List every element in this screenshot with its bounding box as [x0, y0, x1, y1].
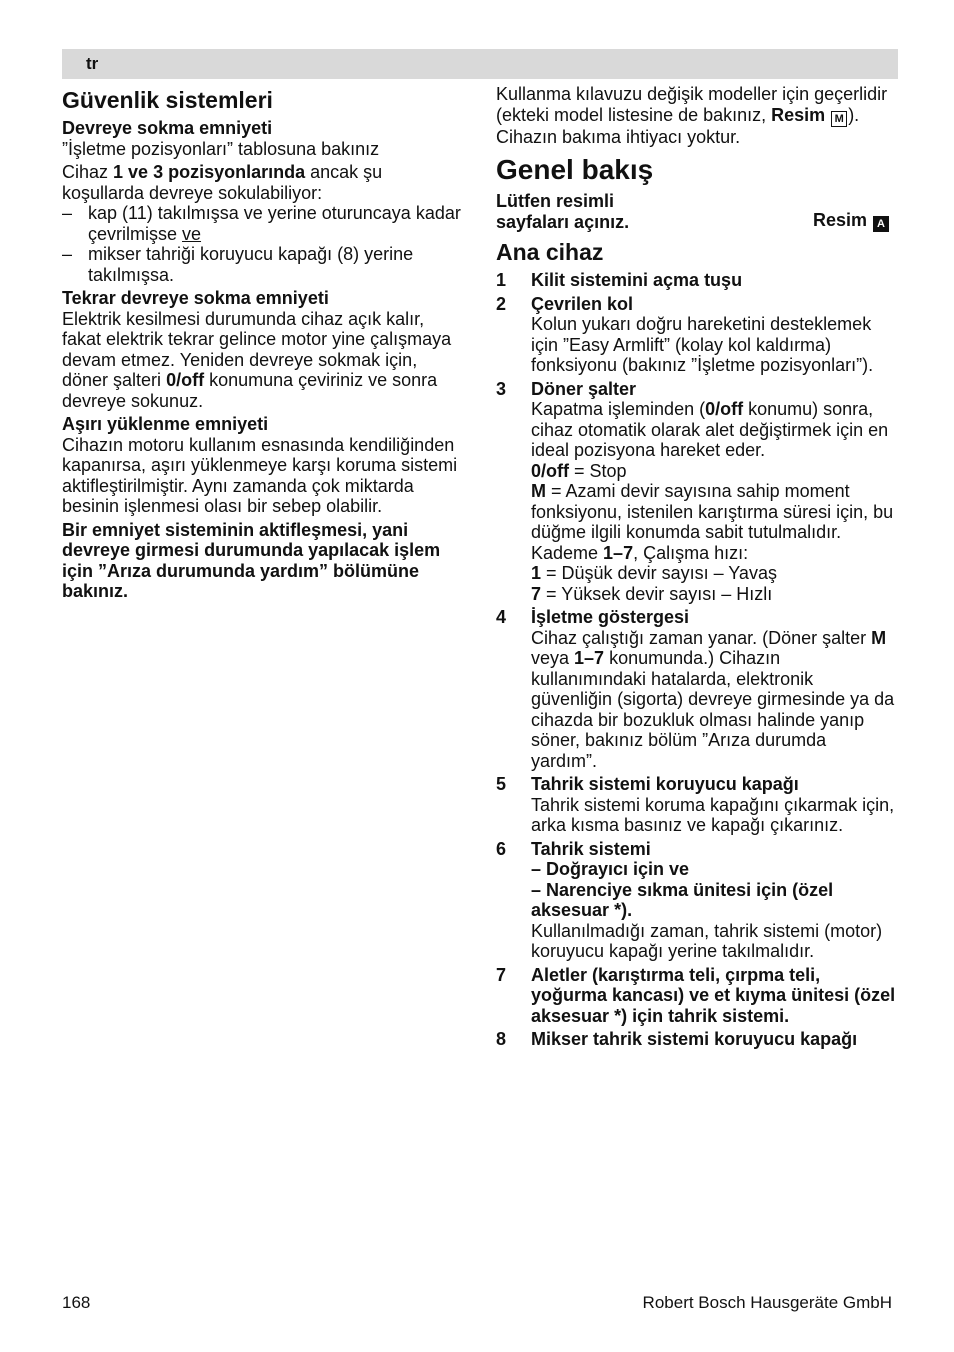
- paragraph-overload: Cihazın motoru kullanım esnasında kendiliğinden kapanırsa, aşırı yüklenmeye karşı koruma sistemi aktifleştirilmiştir. Aynı zamanda çok miktarda besinin işlenmesi olası bir sebep olabilir.: [62, 434, 458, 516]
- list-item: 2 Çevrilen kol Kolun yukarı doğru hareketini desteklemek için ”Easy Armlift” (kolay kol kaldırma) fonksiyonu (bakınız ”İşletme pozisyonları”).: [496, 293, 874, 375]
- page-number: 168: [62, 1293, 91, 1312]
- list-item: 4 İşletme göstergesi Cihaz çalıştığı zaman yanar. (Döner şalter M veya 1–7 konumunda.) Cihazın kullanımındaki hatalarda, elektronik güvenliğin (sigorta) devreye girmesinde ya da cihazda bir bozukluk olması halinde yanıp söner, bakınız bölüm ”Arıza durumda yardım”.: [496, 607, 895, 771]
- open-pages-line2: sayfaları açınız. Resim A: [496, 212, 896, 233]
- list-item: 7 Aletler (karıştırma teli, çırpma teli, yoğurma kancası) ve et kıyma ünitesi (özel aksesuar *) için tahrik sistemi.: [496, 964, 896, 1026]
- language-bar: [62, 49, 898, 79]
- condition-item: – kap (11) takılmışsa ve yerine oturuncaya kadar çevrilmişse ve: [62, 203, 461, 244]
- heading-overload-safety: Aşırı yüklenme emniyeti: [62, 414, 269, 434]
- paragraph-intro: Kullanma kılavuzu değişik modeller için geçerlidir (ekteki model listesine de bakınız, Resim M ). Cihazın bakıma ihtiyacı yoktur.: [496, 84, 888, 147]
- paragraph-restart: Elektrik kesilmesi durumunda cihaz açık kalır, fakat elektrik tekrar gelince motor yine çalışmaya devam etmez. Yeniden devreye sokmak için, döner şalteri 0/off konumuna çeviriniz ve sonra devreye sokunuz.: [62, 308, 452, 411]
- section-title-overview: Genel bakış: [496, 154, 654, 185]
- right-column: [496, 84, 896, 1050]
- figure-m-icon: M: [831, 111, 847, 127]
- heading-restart-safety: Tekrar devreye sokma emniyeti: [62, 288, 329, 308]
- left-column: [62, 84, 462, 602]
- condition-item: – mikser tahriği koruyucu kapağı (8) yerine takılmışsa.: [62, 244, 414, 285]
- list-item: 1 Kilit sistemini açma tuşu: [496, 270, 743, 290]
- list-item: 3 Döner şalter Kapatma işleminden (0/off konumu) sonra, cihaz otomatik olarak alet değiştirmek için en ideal pozisyona hareket eder. 0/off = Stop M = Azami devir sayısına sahip moment fonksiyonu, istenilen karıştırma süresi için, bu düğme ilgili konumda sabit tutulmalıdır. Kademe 1–7, Çalışma hızı: 1 = Düşük devir sayısı – Yavaş 7 = Yüksek devir sayısı – Hızlı: [496, 378, 894, 604]
- list-item: 8 Mikser tahrik sistemi koruyucu kapağı: [496, 1029, 858, 1049]
- section-title-safety: Güvenlik sistemleri: [62, 87, 273, 113]
- subsection-title-main-unit: Ana cihaz: [496, 239, 604, 265]
- figure-a-icon: A: [873, 216, 889, 232]
- paragraph-see-table: ”İşletme pozisyonları” tablosuna bakınız: [62, 138, 380, 159]
- paragraph-start-conditions: Cihaz 1 ve 3 pozisyonlarında ancak şu koşullarda devreye sokulabiliyor:: [62, 162, 383, 203]
- heading-start-safety: Devreye sokma emniyeti: [62, 118, 273, 138]
- language-code: tr: [86, 54, 99, 73]
- company-name: Robert Bosch Hausgeräte GmbH: [642, 1293, 892, 1312]
- list-item: 5 Tahrik sistemi koruyucu kapağı Tahrik sistemi koruma kapağını çıkarmak için, arka kısma basınız ve kapağı çıkarınız.: [496, 774, 895, 835]
- paragraph-safety-note: Bir emniyet sisteminin aktifleşmesi, yani devreye girmesi durumunda yapılacak işlem için ”Arıza durumunda yardım” bölümüne bakınız.: [62, 519, 441, 601]
- figure-reference: Resim A: [813, 210, 890, 232]
- list-item: 6 Tahrik sistemi – Doğrayıcı için ve – Narenciye sıkma ünitesi için (özel aksesuar *). Kullanılmadığı zaman, tahrik sistemi (motor) koruyucu kapağı yerine takılmalıdır.: [496, 838, 883, 961]
- open-pages-line1: Lütfen resimli: [496, 191, 615, 211]
